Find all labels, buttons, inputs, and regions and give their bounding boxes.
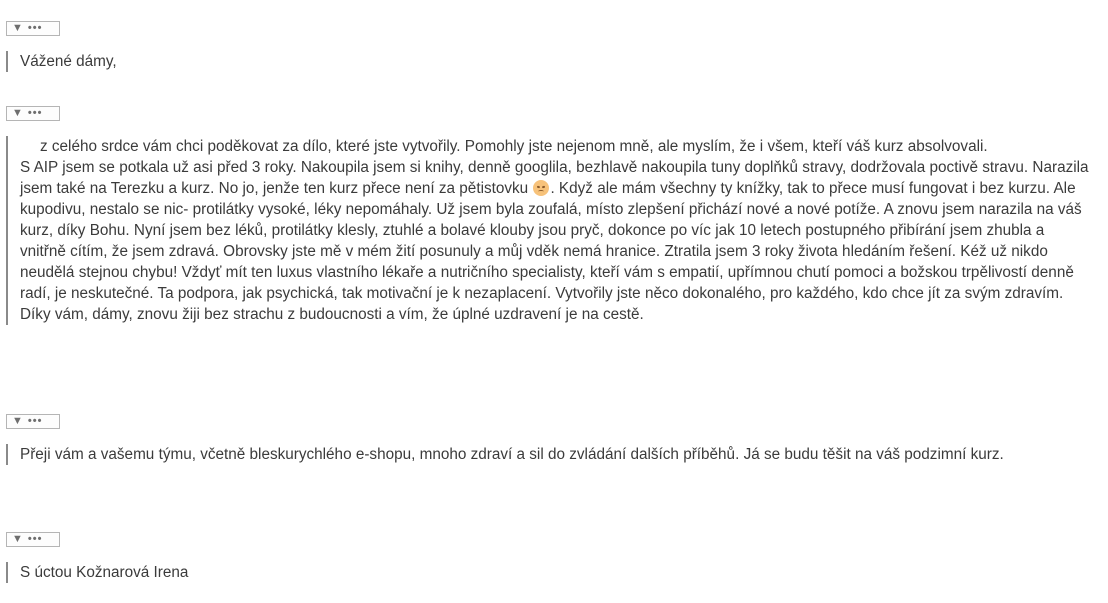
- sad-face-icon: [533, 180, 549, 196]
- signature-line: S úctou Kožnarová Irena: [20, 564, 189, 581]
- quote-paragraph: [20, 157, 1094, 304]
- expand-quote-toggle[interactable]: [6, 532, 60, 547]
- expand-quote-toggle[interactable]: [6, 106, 60, 121]
- chevron-down-icon: ▼: [12, 415, 24, 427]
- ellipsis-icon: •••: [27, 533, 43, 545]
- ellipsis-icon: •••: [27, 107, 43, 119]
- quote-text: [6, 444, 1102, 465]
- chevron-down-icon: ▼: [12, 107, 24, 119]
- expand-quote-toggle[interactable]: [6, 414, 60, 429]
- ellipsis-icon: •••: [27, 22, 43, 34]
- quote-text: [6, 562, 188, 583]
- quote-paragraph-part: . Když ale mám všechny ty knížky, tak to přece musí fungovat i bez kurzu. Ale kupodivu, nestalo se nic- protilátky vysoké, léky nepomáhaly. Už jsem byla zoufalá, místo zlepšení přichází nové a nové potíže. A znovu jsem narazila na váš kurz, díky Bohu. Nyní jsem bez léků, protilátky klesly, ztuhlé a bolavé klouby jsou pryč, dokonce po víc jak 10 letech postupného přibírání jsem zhubla a vnitřně cítím, že jsem zdravá. Obrovsky jste mě v mém žití posunuly a můj vděk nemá hranice. Ztratila jsem 3 roky života hledáním řešení. Kéž už nikdo neudělá stejnou chybu! Vždyť mít ten luxus vlastního lékaře a nutričního specialisty, kteří vám s empatií, upřímnou chutí pomoci a božskou trpělivostí denně radí, je neskutečné. Ta podpora, jak psychická, tak motivační je k nezaplacení. Vytvořily jste něco dokonalého, pro každého, kdo chce jít za svým zdravím.: [20, 180, 1082, 302]
- quote-text: [6, 136, 1094, 325]
- expand-quote-toggle[interactable]: [6, 21, 60, 36]
- quote-paragraph: z celého srdce vám chci poděkovat za dílo, které jste vytvořily. Pomohly jste nejenom mně, ale myslím, že i všem, kteří váš kurz absolvovali.: [40, 138, 988, 155]
- quote-paragraph: Vážené dámy,: [20, 53, 117, 70]
- ellipsis-icon: •••: [27, 415, 43, 427]
- chevron-down-icon: ▼: [12, 22, 24, 34]
- quote-text: [6, 51, 117, 72]
- quote-paragraph-part: S AIP jsem se potkala už asi před 3 roky. Nakoupila jsem si knihy, denně googlila, bezhlavě nakoupila tuny doplňků stravy, dodržovala poctivě stravu. Narazila jsem také na Terezku a kurz. No jo, jenže ten kurz přece není za pětistovku: [20, 159, 1089, 197]
- chevron-down-icon: ▼: [12, 533, 24, 545]
- quote-paragraph: Díky vám, dámy, znovu žiji bez strachu z budoucnosti a vím, že úplné uzdravení je na cestě.: [20, 306, 644, 323]
- quote-paragraph: Přeji vám a vašemu týmu, včetně bleskurychlého e-shopu, mnoho zdraví a sil do zvládání dalších příběhů. Já se budu těšit na váš podzimní kurz.: [20, 446, 1004, 463]
